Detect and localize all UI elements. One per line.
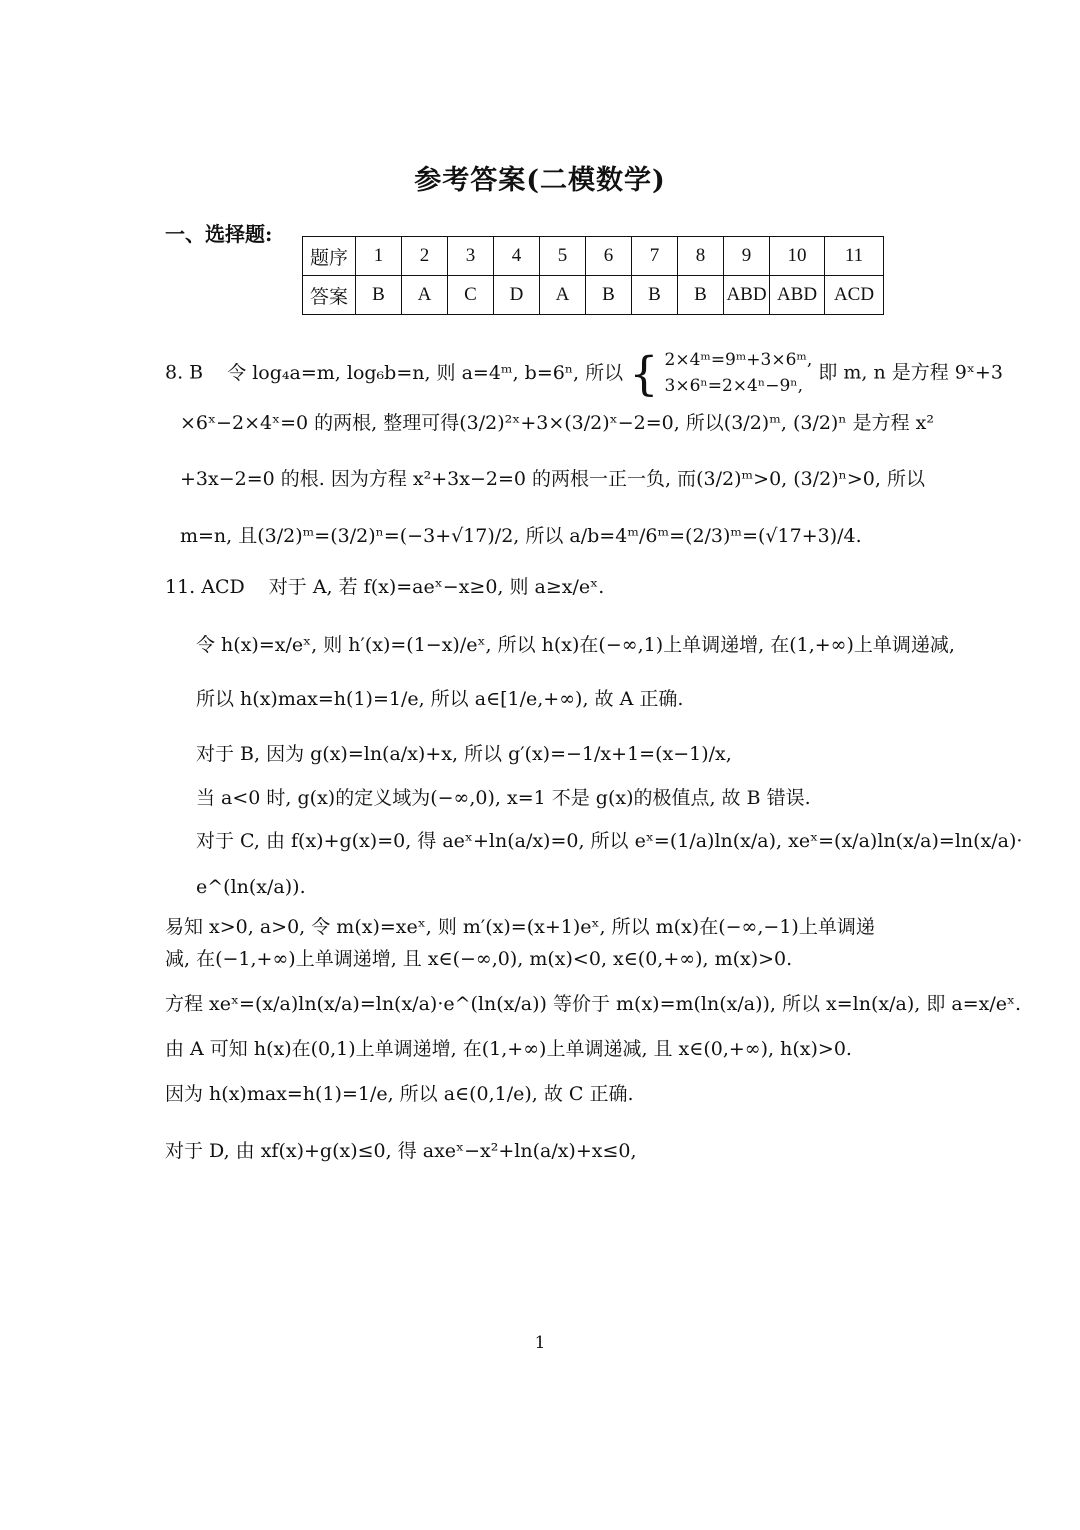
table-cell: 2 [402, 237, 448, 276]
q11-line-11: 由 A 可知 h(x)在(0,1)上单调递增, 在(1,+∞)上单调递减, 且 x∈(0,+∞), h(x)>0. [165, 1038, 852, 1060]
table-row [303, 237, 884, 276]
q11-line-12: 因为 h(x)max=h(1)=1/e, 所以 a∈(0,1/e), 故 C 正确. [165, 1083, 634, 1105]
table-cell: 10 [770, 237, 825, 276]
table-cell: 7 [632, 237, 678, 276]
q11-label: 11. ACD [165, 576, 245, 598]
equation-system [665, 348, 813, 399]
table-cell: B [356, 276, 402, 315]
brace-symbol: { [629, 346, 659, 401]
table-cell: B [586, 276, 632, 315]
table-cell: 1 [356, 237, 402, 276]
q8-label: 8. B [165, 361, 204, 384]
page-title: 参考答案(二模数学) [414, 165, 666, 196]
page-number: 1 [534, 1333, 546, 1353]
q11-line-9: 减, 在(−1,+∞)上单调递增, 且 x∈(−∞,0), m(x)<0, x∈(0,+∞), m(x)>0. [165, 948, 793, 970]
q11-line-10: 方程 xeˣ=(x/a)ln(x/a)=ln(x/a)·e^(ln(x/a)) 等价于 m(x)=m(ln(x/a)), 所以 x=ln(x/a), 即 a=x/eˣ. [165, 993, 1022, 1015]
q11-line-6: 对于 C, 由 f(x)+g(x)=0, 得 aeˣ+ln(a/x)=0, 所以 eˣ=(1/a)ln(x/a), xeˣ=(x/a)ln(x/a)=ln(x/a)· [196, 830, 1023, 852]
table-cell: 3 [448, 237, 494, 276]
table-cell: B [678, 276, 724, 315]
table-cell: 5 [540, 237, 586, 276]
q8-line-1 [165, 348, 1003, 399]
q11-line-1 [165, 578, 604, 597]
table-cell: 4 [494, 237, 540, 276]
table-cell: ABD [724, 276, 770, 315]
q11-line-8: 易知 x>0, a>0, 令 m(x)=xeˣ, 则 m′(x)=(x+1)eˣ, 所以 m(x)在(−∞,−1)上单调递 [165, 916, 875, 938]
q8-line-4: m=n, 且(3/2)ᵐ=(3/2)ⁿ=(−3+√17)/2, 所以 a/b=4ᵐ/6ᵐ=(2/3)ᵐ=(√17+3)/4. [180, 525, 862, 547]
table-header-cell: 答案 [303, 276, 356, 315]
q8-text: 令 log₄a=m, log₆b=n, 则 a=4ᵐ, b=6ⁿ, 所以 [227, 361, 624, 384]
table-header-cell: 题序 [303, 237, 356, 276]
table-cell: 8 [678, 237, 724, 276]
q8-text: 即 m, n 是方程 9ˣ+3 [818, 361, 1003, 384]
table-cell: C [448, 276, 494, 315]
table-cell: A [540, 276, 586, 315]
table-cell: ACD [825, 276, 884, 315]
q11-line-2: 令 h(x)=x/eˣ, 则 h′(x)=(1−x)/eˣ, 所以 h(x)在(−∞,1)上单调递增, 在(1,+∞)上单调递减, [196, 634, 955, 656]
q11-line-4: 对于 B, 因为 g(x)=ln(a/x)+x, 所以 g′(x)=−1/x+1=(x−1)/x, [196, 743, 732, 765]
table-cell: 9 [724, 237, 770, 276]
q8-line-3: +3x−2=0 的根. 因为方程 x²+3x−2=0 的两根一正一负, 而(3/2)ᵐ>0, (3/2)ⁿ>0, 所以 [180, 468, 925, 490]
q11-line-3: 所以 h(x)max=h(1)=1/e, 所以 a∈[1/e,+∞), 故 A 正确. [196, 688, 684, 710]
table-row [303, 276, 884, 315]
table-cell: D [494, 276, 540, 315]
system-row: 3×6ⁿ=2×4ⁿ−9ⁿ, [664, 375, 804, 396]
table-cell: A [402, 276, 448, 315]
q11-line-5: 当 a<0 时, g(x)的定义域为(−∞,0), x=1 不是 g(x)的极值点, 故 B 错误. [196, 787, 811, 809]
q11-line-13: 对于 D, 由 xf(x)+g(x)≤0, 得 axeˣ−x²+ln(a/x)+x≤0, [165, 1140, 637, 1162]
q11-line-7: e^(ln(x/a)). [196, 876, 306, 898]
table-cell: ABD [770, 276, 825, 315]
table-cell: 6 [586, 237, 632, 276]
section-heading: 一、选择题: [165, 222, 273, 246]
table-cell: B [632, 276, 678, 315]
q11-text: 对于 A, 若 f(x)=aeˣ−x≥0, 则 a≥x/eˣ. [268, 576, 605, 598]
q8-line-2: ×6ˣ−2×4ˣ=0 的两根, 整理可得(3/2)²ˣ+3×(3/2)ˣ−2=0, 所以(3/2)ᵐ, (3/2)ⁿ 是方程 x² [180, 412, 934, 434]
system-row: 2×4ᵐ=9ᵐ+3×6ᵐ, [664, 350, 813, 370]
table-cell: 11 [825, 237, 884, 276]
answer-table [302, 236, 884, 315]
